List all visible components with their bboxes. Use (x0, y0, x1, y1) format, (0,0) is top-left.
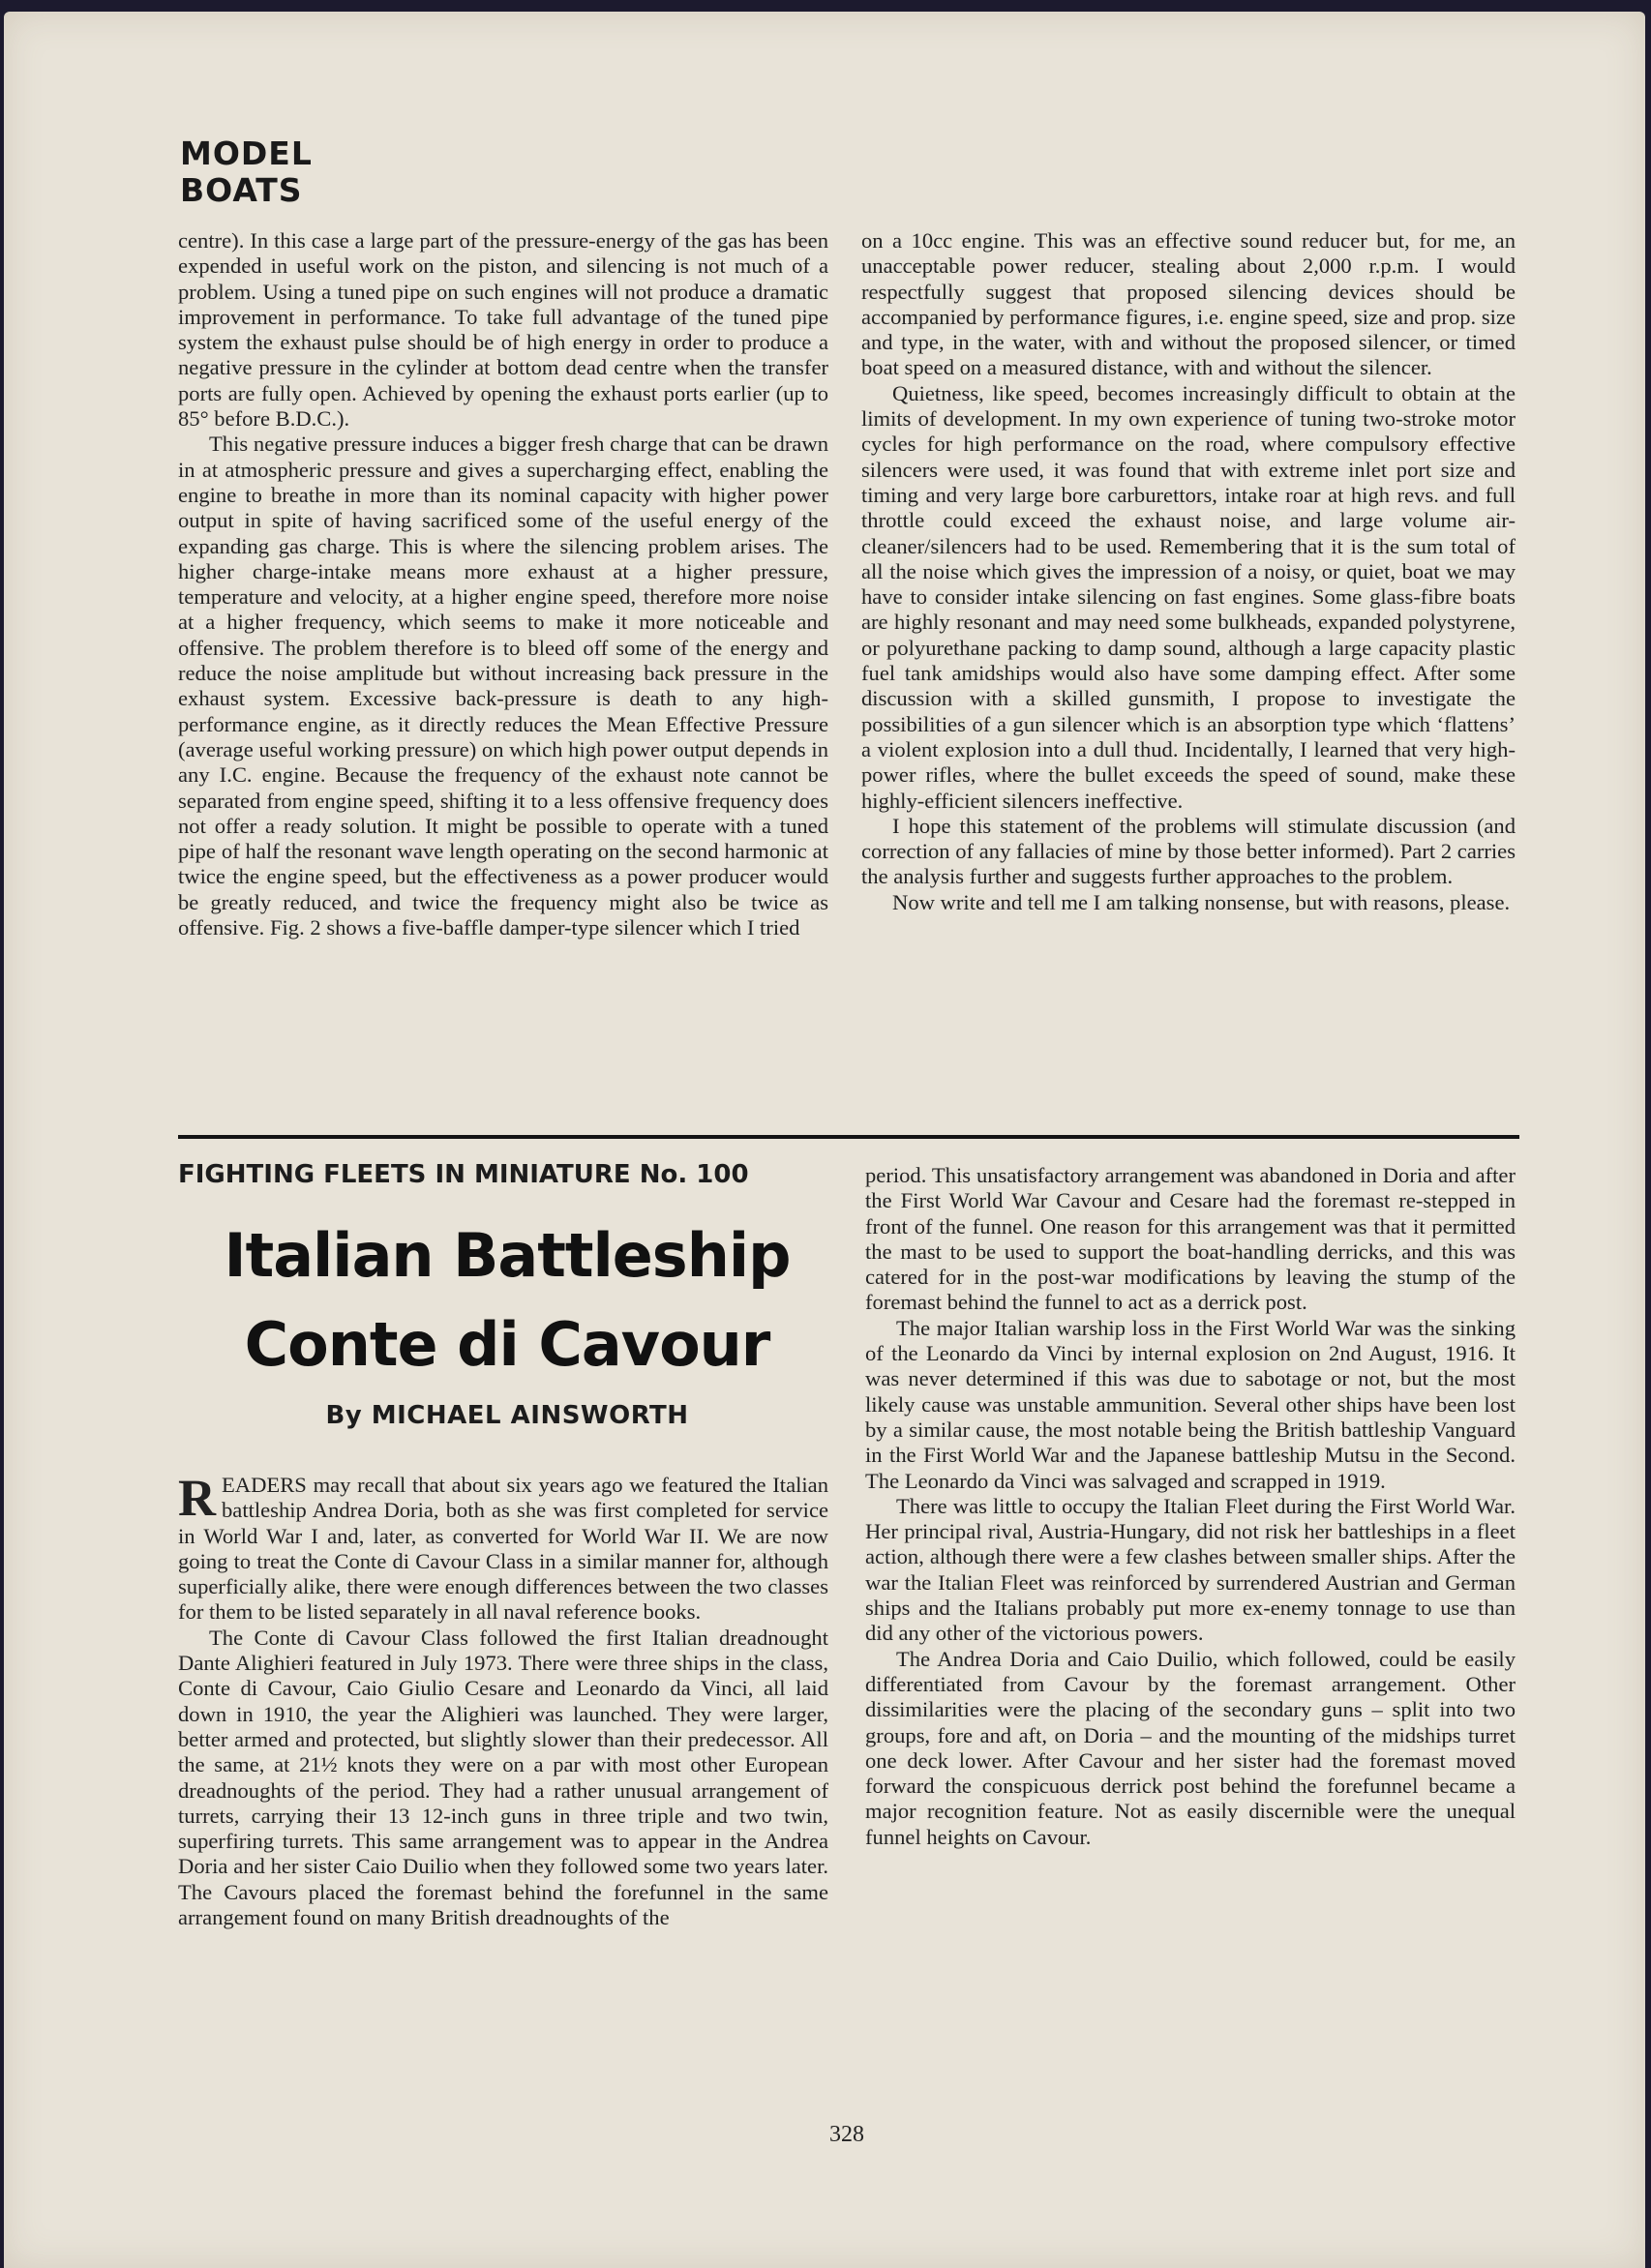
title-line-2: Conte di Cavour (244, 1309, 770, 1380)
masthead-line-1: MODEL (180, 134, 313, 172)
paragraph: The Conte di Cavour Class followed the first Italian dreadnought Dante Alighieri featured in July 1973. There were three ships in the class, Conte di Cavour, Caio Giulio Cesare and Leonardo da Vinci, all laid down in 1910, the year the Alighieri was launched. They were larger, better armed and protected, but slightly slower than their predecessor. All the same, at 21½ knots they were on a par with most other European dreadnoughts of the period. They had a rather unusual arrangement of turrets, carrying their 13 12-inch guns in three triple and two twin, superfiring turrets. This same arrangement was to appear in the Andrea Doria and her sister Caio Duilio when they followed some two years later. The Cavours placed the foremast behind the forefunnel in the same arrangement found on many British dreadnoughts of the (178, 1625, 828, 1930)
paragraph: There was little to occupy the Italian Fleet during the First World War. Her principal rival, Austria-Hungary, did not risk her battleships in a fleet action, although there were a few clashes between smaller ships. After the war the Italian Fleet was reinforced by surrendered Austrian and German ships and the Italians probably put more ex-enemy tonnage to use than did any other of the victorious powers. (865, 1493, 1516, 1646)
upper-right-column (861, 228, 1516, 915)
first-paragraph-text: EADERS may recall that about six years ago we featured the Italian battleship Andrea Doria, both as she was first completed for service in World War I and, later, as converted for World War II. We are now going to treat the Conte di Cavour Class in a similar manner for, although superficially alike, there were enough differences between the two classes for them to be listed separately in all naval reference books. (178, 1473, 828, 1625)
first-paragraph (178, 1469, 828, 1626)
drop-cap: R (178, 1469, 216, 1527)
paragraph: The Andrea Doria and Caio Duilio, which followed, could be easily differentiated from Cavour by the foremast arrangement. Other dissimilarities were the placing of the secondary guns – split into two groups, fore and aft, on Doria – and the mounting of the midships turret one deck lower. After Cavour and her sister had the foremast moved forward the conspicuous derrick post behind the forefunnel became a major recognition feature. Not as easily discernible were the unequal funnel heights on Cavour. (865, 1646, 1516, 1849)
paragraph: centre). In this case a large part of the pressure-energy of the gas has been expended in useful work on the piston, and silencing is not much of a problem. Using a tuned pipe on such engines will not produce a dramatic improvement in performance. To take full advantage of the tuned pipe system the exhaust pulse should be of high energy in order to produce a negative pressure in the cylinder at bottom dead centre when the transfer ports are fully open. Achieved by opening the exhaust ports earlier (up to 85° before B.D.C.). (178, 228, 828, 432)
byline: By MICHAEL AINSWORTH (325, 1401, 689, 1430)
paragraph: The major Italian warship loss in the First World War was the sinking of the Leonardo da Vinci by internal explosion on 2nd August, 1916. It was never determined if this was due to sabotage or not, but the most likely cause was unstable ammunition. Several other ships have been lost by a similar cause, the most notable being the British battleship Vanguard in the First World War and the Japanese battleship Mutsu in the Second. The Leonardo da Vinci was salvaged and scrapped in 1919. (865, 1315, 1516, 1493)
series-heading: FIGHTING FLEETS IN MINIATURE No. 100 (178, 1160, 749, 1189)
article-right-column (865, 1163, 1516, 1850)
paragraph: This negative pressure induces a bigger fresh charge that can be drawn in at atmospheric pressure and gives a supercharging effect, enabling the engine to breathe in more than its nominal capacity with higher power output in spite of having sacrificed some of the useful energy of the expanding gas charge. This is where the silencing problem arises. The higher charge-intake means more exhaust at a higher pressure, temperature and velocity, at a higher engine speed, therefore more noise at a higher frequency, which seems to make it more noticeable and offensive. The problem therefore is to bleed off some of the energy and reduce the noise amplitude but without increasing back pressure in the exhaust system. Excessive back-pressure is death to any high-performance engine, as it directly reduces the Mean Effective Pressure (average useful working pressure) on which high power output depends in any I.C. engine. Because the frequency of the exhaust note cannot be separated from engine speed, shifting it to a less offensive frequency does not offer a ready solution. It might be possible to operate with a tuned pipe of half the resonant wave length operating on the second harmonic at twice the engine speed, but the effectiveness as a power producer would be greatly reduced, and twice the frequency might also be twice as offensive. Fig. 2 shows a five-baffle damper-type silencer which I tried (178, 432, 828, 940)
masthead (180, 135, 313, 209)
title-line-1: Italian Battleship (224, 1220, 791, 1291)
section-divider (178, 1135, 1519, 1139)
paragraph: Quietness, like speed, becomes increasingly difficult to obtain at the limits of development. In my own experience of tuning two-stroke motor cycles for high performance on the road, where compulsory effective silencers were used, it was found that with extreme inlet port size and timing and very large bore carburettors, intake roar at high revs. and full throttle could exceed the exhaust noise, and large volume air-cleaner/silencers had to be used. Remembering that it is the sum total of all the noise which gives the impression of a noisy, or quiet, boat we may have to consider intake silencing on fast engines. Some glass-fibre boats are highly resonant and may need some bulkheads, expanded polystyrene, or polyurethane packing to damp sound, although a large capacity plastic fuel tank amidships would also have some damping effect. After some discussion with a skilled gunsmith, I propose to investigate the possibilities of a gun silencer which is an absorption type which ‘flattens’ a violent explosion into a dull thud. Incidentally, I learned that very high-power rifles, where the bullet exceeds the speed of sound, make these highly-efficient silencers ineffective. (861, 380, 1516, 813)
article-left-column (178, 1469, 828, 1930)
magazine-page (4, 12, 1645, 2268)
paragraph: I hope this statement of the problems will stimulate discussion (and correction of any fallacies of mine by those better informed). Part 2 carries the analysis further and suggests further approaches to the problem. (861, 813, 1516, 889)
masthead-line-2: BOATS (180, 171, 303, 209)
page-number: 328 (829, 2122, 864, 2147)
upper-left-column (178, 228, 828, 940)
paragraph: period. This unsatisfactory arrangement was abandoned in Doria and after the First World War Cavour and Cesare had the foremast re-stepped in front of the funnel. One reason for this arrangement was that it permitted the mast to be used to support the boat-handling derricks, and this was catered for in the post-war modifications by leaving the stump of the foremast behind the funnel to act as a derrick post. (865, 1163, 1516, 1315)
paragraph: on a 10cc engine. This was an effective sound reducer but, for me, an unacceptable power reducer, stealing about 2,000 r.p.m. I would respectfully suggest that proposed silencing devices should be accompanied by performance figures, i.e. engine speed, size and prop. size and type, in the water, with and without the proposed silencer, or timed boat speed on a measured distance, with and without the silencer. (861, 228, 1516, 380)
article-title (178, 1211, 836, 1389)
paragraph: Now write and tell me I am talking nonsense, but with reasons, please. (892, 889, 1511, 914)
